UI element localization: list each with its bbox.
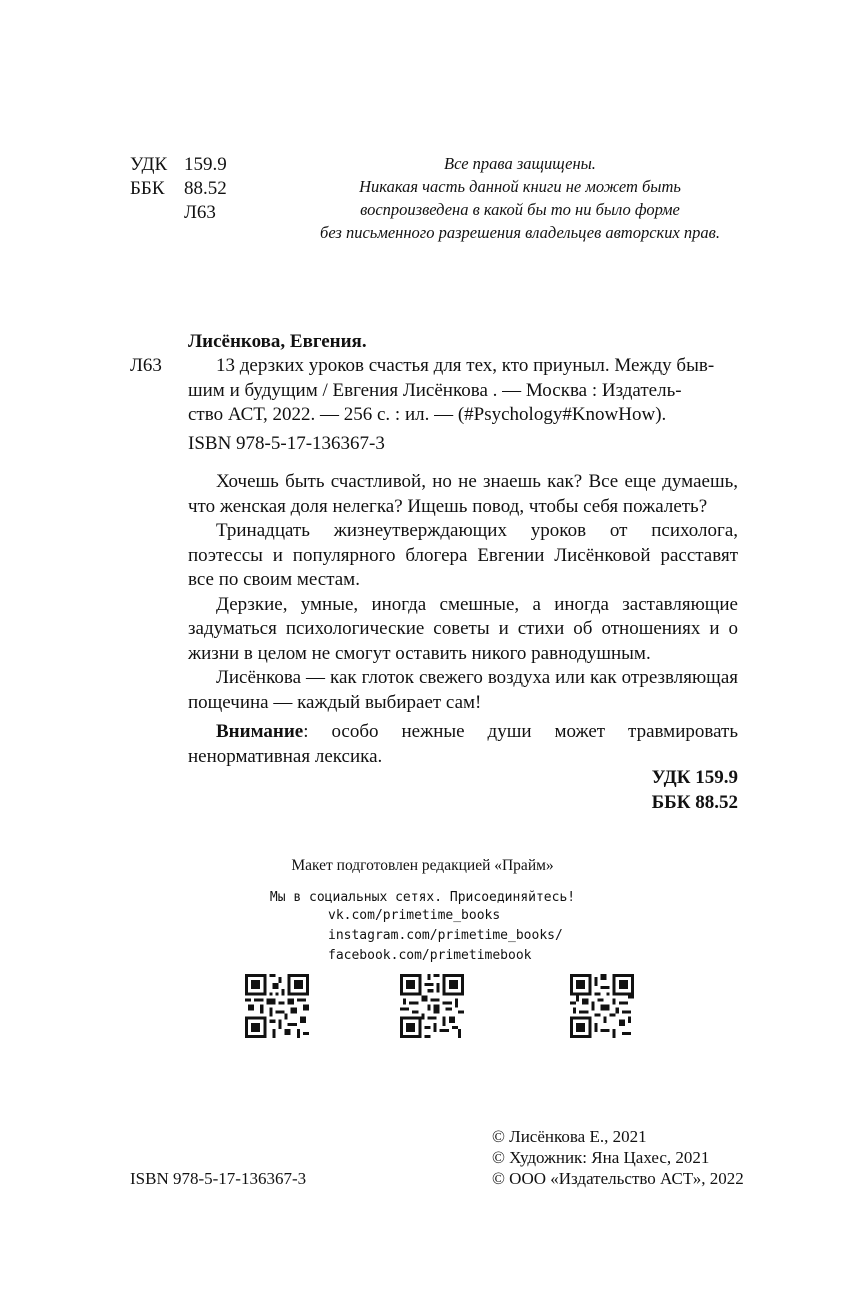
author-sign-value: Л63 [184, 202, 216, 223]
bbk-value: 88.52 [184, 178, 227, 199]
rights-line: Все права защищены. [444, 154, 596, 173]
classification-footer [652, 766, 738, 815]
author-sign: Л63 [130, 355, 162, 376]
annotation [188, 470, 738, 715]
warning [188, 720, 738, 769]
copyright-block [492, 1126, 744, 1189]
rights-line: воспроизведена в какой бы то ни было форме [360, 200, 680, 219]
facebook-link[interactable]: facebook.com/primetimebook [328, 948, 532, 963]
qr-code-facebook-icon[interactable] [570, 974, 634, 1038]
vk-link[interactable]: vk.com/primetime_books [328, 908, 501, 923]
instagram-link[interactable]: instagram.com/primetime_books/ [328, 928, 563, 943]
copyright-line: © Лисёнкова Е., 2021 [492, 1127, 647, 1146]
isbn-footer: ISBN 978-5-17-136367-3 [130, 1169, 307, 1188]
rights-line: без письменного разрешения владельцев авторских прав. [320, 223, 720, 242]
qr-code-instagram-icon[interactable] [400, 974, 464, 1038]
classification-block [130, 153, 227, 225]
warning-text: : особо нежные души может травмировать ненормативная лексика. [188, 721, 738, 767]
author-heading: Лисёнкова, Евгения. [188, 331, 367, 352]
title-line: 13 дерзких уроков счастья для тех, кто приуныл. Между быв- [216, 355, 715, 376]
isbn: ISBN 978-5-17-136367-3 [188, 433, 385, 454]
copyright-line: © ООО «Издательство АСТ», 2022 [492, 1169, 744, 1188]
udk-value: 159.9 [184, 154, 227, 175]
annotation-paragraph: Тринадцать жизнеутверждающих уроков от психолога, поэтессы и популярного блогера Евгении Лисёнковой расставят все по своим местам. [188, 520, 738, 590]
qr-code-vk-icon[interactable] [245, 974, 309, 1038]
annotation-paragraph: Дерзкие, умные, иногда смешные, а иногда заставляющие задуматься психологические советы и стихи об отношениях и о жизни в целом не смогут оставить никого равнодушным. [188, 593, 738, 664]
udk-label: УДК [130, 154, 168, 175]
bbk-footer: ББК 88.52 [651, 791, 738, 813]
social-links [328, 906, 563, 966]
rights-line: Никакая часть данной книги не может быть [359, 177, 681, 196]
annotation-paragraph: Лисёнкова — как глоток свежего воздуха или как отрезвляющая пощечина — каждый выбирает сам! [188, 667, 738, 713]
title-line: шим и будущим / Евгения Лисёнкова . — Москва : Издатель- [188, 379, 682, 401]
warning-label: Внимание [216, 721, 304, 742]
rights-notice [300, 152, 740, 244]
copyright-line: © Художник: Яна Цахес, 2021 [492, 1148, 710, 1167]
annotation-paragraph: Хочешь быть счастливой, но не знаешь как? Все еще думаешь, что женская доля нелегка? Ищешь повод, чтобы себя пожалеть? [188, 471, 738, 517]
title-line: ство АСТ, 2022. — 256 с. : ил. — (#Psychology#KnowHow). [188, 404, 667, 425]
udk-footer: УДК 159.9 [651, 767, 738, 788]
udk-row [130, 153, 227, 177]
author-sign-row [130, 201, 227, 225]
bbk-row [130, 177, 227, 201]
layout-credit: Макет подготовлен редакцией «Прайм» [291, 857, 554, 874]
social-heading: Мы в социальных сетях. Присоединяйтесь! [269, 890, 576, 905]
bbk-label: ББК [130, 178, 165, 199]
